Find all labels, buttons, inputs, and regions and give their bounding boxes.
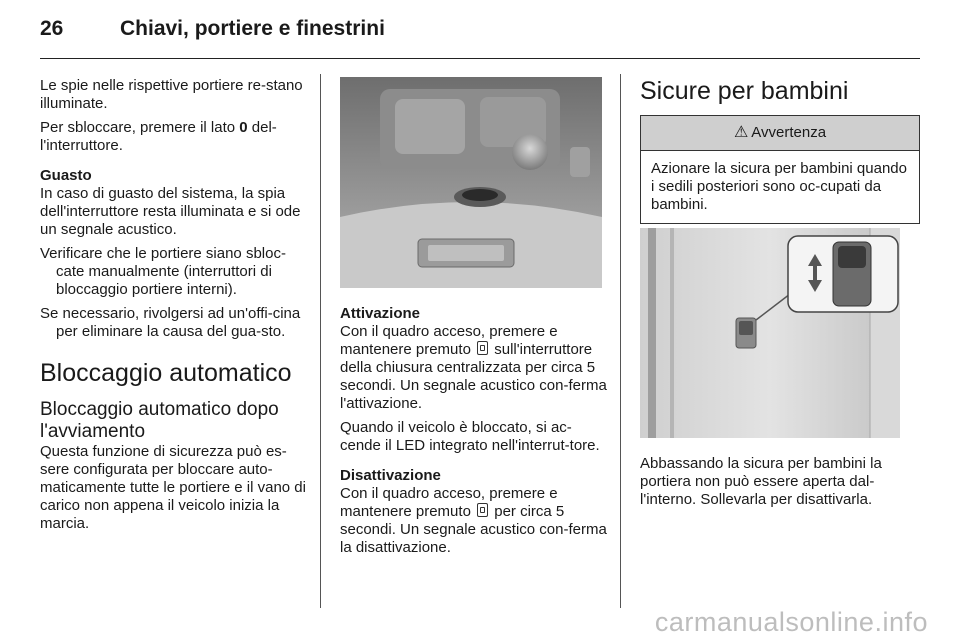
watermark: carmanualsonline.info [654,607,928,637]
child-lock-image [640,228,900,438]
paragraph-lights: Le spie nelle rispettive portiere re-stano illuminate. [40,77,303,112]
paragraph-unlock: Per sbloccare, premere il lato 0 del-l'interruttore. [40,119,277,154]
column-divider-1 [320,74,321,608]
warning-header [641,116,919,151]
subsection-title: Bloccaggio automatico dopo l'avviamento [40,399,279,442]
warning-title: Avvertenza [751,124,827,141]
lock-icon [477,503,488,517]
paragraph-check-doors: Verificare che le portiere siano sbloc-cate manualmente (interruttori di bloccaggio portiere interni). [40,245,286,298]
roof-console-image [340,77,602,288]
section-title-child-locks: Sicure per bambini [640,77,849,105]
heading-attivazione: Attivazione [340,305,421,322]
page-title: Chiavi, portiere e finestrini [120,17,385,40]
warning-box [640,115,920,224]
paragraph-service: Se necessario, rivolgersi ad un'offi-cina per eliminare la causa del gua-sto. [40,305,301,340]
page-header [40,17,920,49]
bold-zero: 0 [239,119,248,136]
column-2 [340,305,608,563]
column-3 [640,77,920,224]
caption-child-lock: Abbassando la sicura per bambini la portiera non può essere aperta dal-l'interno. Sollevarla per disattivarla. [640,455,882,508]
column-divider-2 [620,74,621,608]
header-divider [40,58,920,59]
heading-disattivazione: Disattivazione [340,467,441,484]
paragraph-auto-lock: Questa funzione di sicurezza può es-sere configurata per bloccare auto-maticamente tutte le portiere e il vano di carico non appena il veicolo inizia la marcia. [40,443,306,532]
paragraph-attivazione: Con il quadro acceso, premere e mantenere premuto sull'interruttore della chiusura centralizzata per circa 5 secondi. Un segnale acustico con-ferma l'attivazione. [340,323,607,412]
warning-icon: ⚠ [733,124,749,141]
lock-icon [477,341,488,355]
column-1 [40,77,308,539]
warning-text: Azionare la sicura per bambini quando i sedili posteriori sono oc-cupati da bambini. [651,160,907,213]
paragraph-guasto: In caso di guasto del sistema, la spia dell'interruttore resta illuminata e si ode un segnale acustico. [40,185,301,238]
page-number: 26 [40,17,64,40]
heading-guasto: Guasto [40,167,92,184]
paragraph-led: Quando il veicolo è bloccato, si ac-cende il LED integrato nell'interrut-tore. [340,419,600,454]
paragraph-disattivazione: Con il quadro acceso, premere e mantenere premuto per circa 5 secondi. Un segnale acustico con-ferma la disattivazione. [340,485,607,556]
section-title-auto-lock: Bloccaggio automatico [40,359,292,387]
